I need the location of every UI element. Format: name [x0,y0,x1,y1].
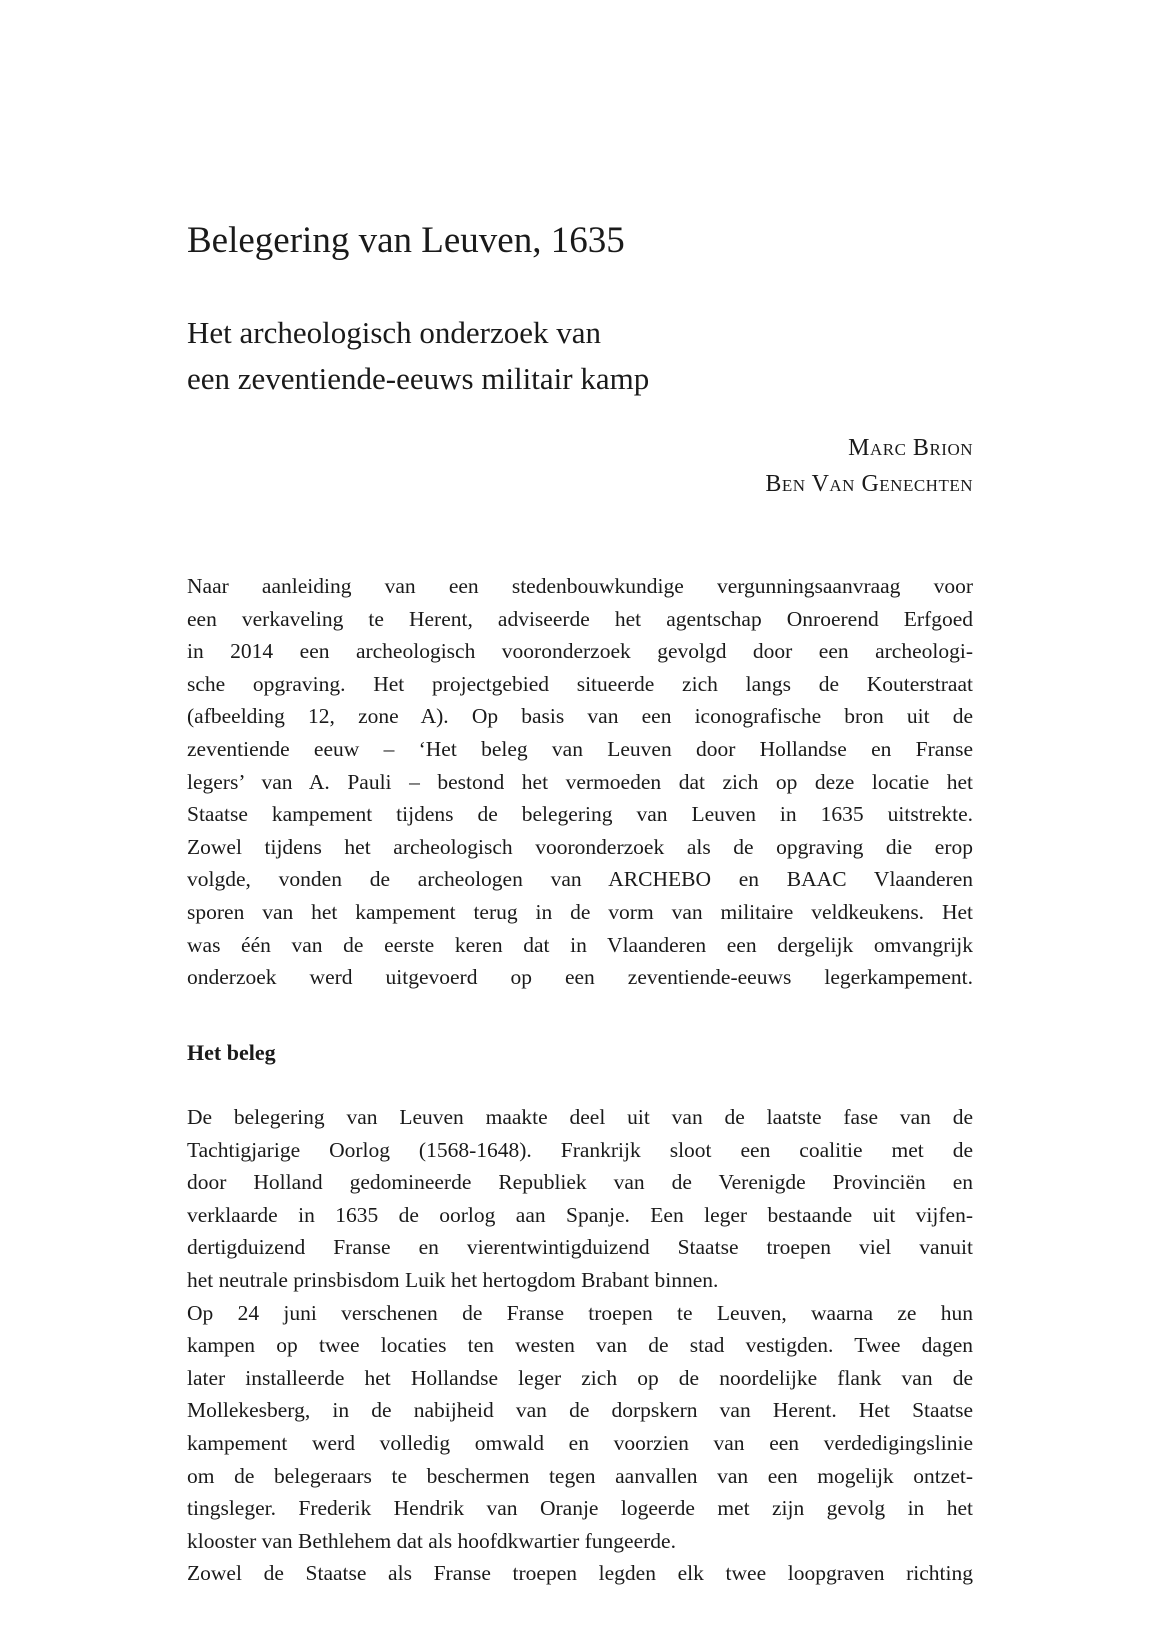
text-line: in 2014 een archeologisch vooronderzoek gevolgd door een archeologi- [187,639,973,664]
text-line: kampement werd volledig omwald en voorzien van een verdedigingslinie [187,1430,973,1455]
text-line: was één van de eerste keren dat in Vlaanderen een dergelijk omvangrijk [187,932,973,957]
section-body [187,1101,973,1590]
text-line: tingsleger. Frederik Hendrik van Oranje logeerde met zijn gevolg in het [187,1496,973,1521]
text-line: (afbeelding 12, zone A). Op basis van een iconografische bron uit de [187,704,973,729]
text-line: Staatse kampement tijdens de belegering van Leuven in 1635 uitstrekte. [187,802,973,827]
text-line: Mollekesberg, in de nabijheid van de dorpskern van Herent. Het Staatse [187,1398,973,1423]
text-line: sporen van het kampement terug in de vorm van militaire veldkeukens. Het [187,899,973,924]
text-line: Zowel tijdens het archeologisch vooronderzoek als de opgraving die erop [187,834,973,859]
text-line: door Holland gedomineerde Republiek van de Verenigde Provinciën en [187,1170,973,1195]
subtitle-line: Het archeologisch onderzoek van [187,315,602,350]
intro-paragraph [187,570,973,994]
text-line: Naar aanleiding van een stedenbouwkundige vergunningsaanvraag voor [187,574,973,598]
text-line: onderzoek werd uitgevoerd op een zeventiende-eeuws legerkampement. [187,965,973,990]
text-line: een verkaveling te Herent, adviseerde het agentschap Onroerend Erfgoed [187,606,973,631]
text-line: verklaarde in 1635 de oorlog aan Spanje. Een leger bestaande uit vijfen- [187,1202,973,1227]
text-line: om de belegeraars te beschermen tegen aanvallen van een mogelijk ontzet- [187,1463,973,1488]
text-line: sche opgraving. Het projectgebied situeerde zich langs de Kouterstraat [187,671,973,696]
text-line: Tachtigjarige Oorlog (1568-1648). Frankrijk sloot een coalitie met de [187,1137,973,1162]
text-line: volgde, vonden de archeologen van ARCHEBO en BAAC Vlaanderen [187,867,973,892]
text-line: klooster van Bethlehem dat als hoofdkwartier fungeerde. [187,1528,676,1553]
text-line: Op 24 juni verschenen de Franse troepen te Leuven, waarna ze hun [187,1300,973,1325]
section-heading: Het beleg [187,1040,276,1065]
text-line: De belegering van Leuven maakte deel uit van de laatste fase van de [187,1105,973,1129]
text-line: legers’ van A. Pauli – bestond het vermoeden dat zich op deze locatie het [187,769,973,794]
text-line: het neutrale prinsbisdom Luik het hertogdom Brabant binnen. [187,1267,719,1292]
author-list [765,430,973,502]
author-name: Ben Van Genechten [765,471,973,497]
article-subtitle [187,310,649,402]
text-line: Zowel de Staatse als Franse troepen legden elk twee loopgraven richting [187,1561,973,1586]
text-line: zeventiende eeuw – ‘Het beleg van Leuven door Hollandse en Franse [187,736,973,761]
author-name: Marc Brion [848,435,973,461]
text-line: later installeerde het Hollandse leger zich op de noordelijke flank van de [187,1365,973,1390]
text-line: dertigduizend Franse en vierentwintigduizend Staatse troepen viel vanuit [187,1235,973,1260]
article-title: Belegering van Leuven, 1635 [187,220,625,261]
text-line: kampen op twee locaties ten westen van de stad vestigden. Twee dagen [187,1333,973,1358]
subtitle-line: een zeventiende-eeuws militair kamp [187,361,650,396]
